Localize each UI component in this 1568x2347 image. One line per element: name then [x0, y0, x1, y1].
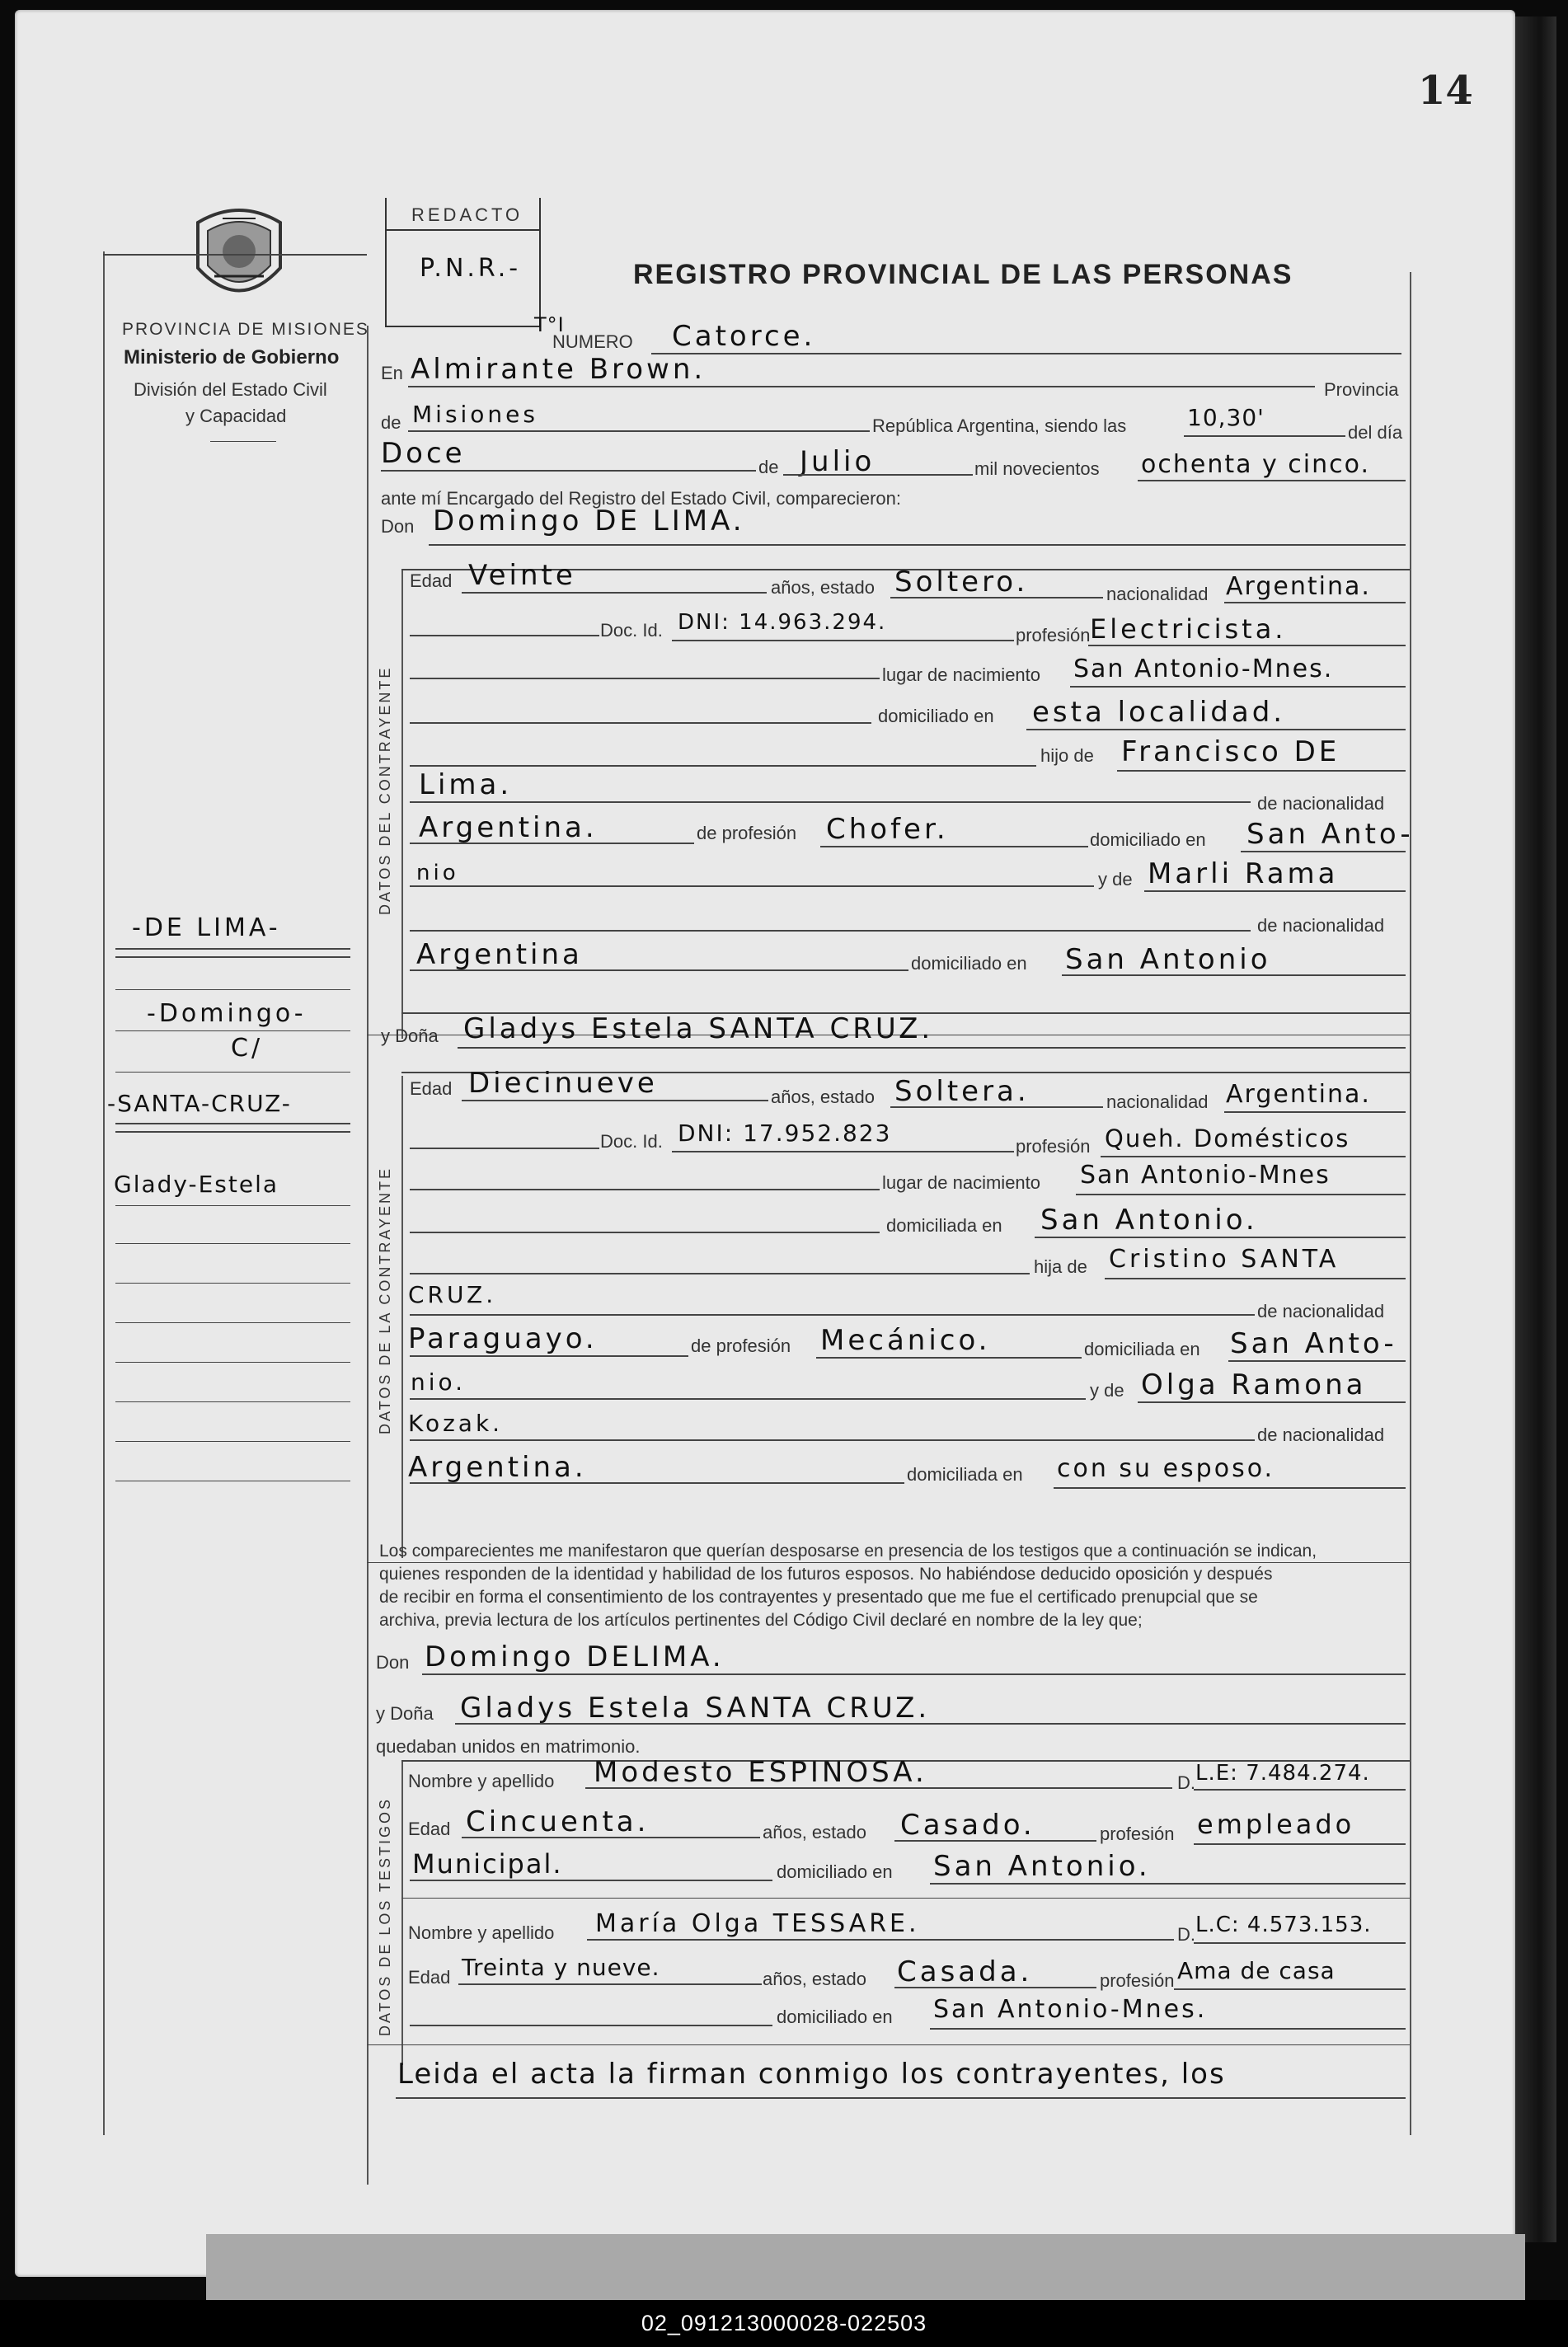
groom-padre-nac-label: de nacionalidad	[1257, 793, 1385, 814]
groom-padre-2: Lima.	[419, 768, 513, 801]
province-name: PROVINCIA DE MISIONES	[122, 320, 369, 339]
registry-title: REGISTRO PROVINCIAL DE LAS PERSONAS	[633, 259, 1293, 290]
bride-padre-prof-label: de profesión	[691, 1335, 791, 1356]
groom-nac-value: Argentina.	[1226, 572, 1371, 601]
de-mid-label: de	[758, 457, 779, 477]
groom-padre-1: Francisco DE	[1121, 735, 1340, 768]
dia-value: Doce	[381, 437, 466, 470]
groom-dom-value: esta localidad.	[1032, 696, 1286, 729]
ante-mi-text: ante mí Encargado del Registro del Estado Civil, comparecieron:	[381, 488, 901, 509]
w2-prof-value: Ama de casa	[1177, 1957, 1336, 1984]
bride-hija-label: hija de	[1034, 1256, 1087, 1277]
groom-hijo-label: hijo de	[1040, 745, 1094, 766]
anio-value: ochenta y cinco.	[1141, 450, 1371, 479]
book-binding	[1515, 16, 1556, 2242]
w1-dom-value: San Antonio.	[933, 1850, 1151, 1883]
groom-estado-value: Soltero.	[894, 566, 1029, 598]
groom-y-de-label: y de	[1098, 869, 1133, 890]
page-number: 14	[1418, 68, 1473, 114]
union-dona-value: Gladys Estela SANTA CRUZ.	[460, 1692, 931, 1725]
bride-padre-nac-label: de nacionalidad	[1257, 1301, 1385, 1321]
groom-doc-value: DNI: 14.963.294.	[678, 610, 887, 635]
groom-madre-dom-label: domiciliado en	[911, 953, 1027, 974]
groom-dom-label: domiciliado en	[878, 706, 994, 726]
de-label: de	[381, 412, 401, 433]
consent-paragraph-1: Los comparecientes me manifestaron que querían desposarse en presencia de los testigos que a continuación se indican,	[379, 1542, 1317, 1561]
margin-surname-1: -DE LIMA-	[132, 913, 281, 942]
w1-edad-value: Cincuenta.	[466, 1805, 650, 1838]
margin-name-1: -Domingo-	[147, 999, 307, 1028]
bride-dom-value: San Antonio.	[1040, 1204, 1258, 1237]
hora-value: 10,30'	[1187, 404, 1265, 431]
bride-dom-label: domiciliada en	[886, 1215, 1002, 1236]
groom-doc-label: Doc. Id.	[600, 620, 663, 641]
groom-edad-value: Veinte	[468, 559, 576, 592]
bride-padre-1: Cristino SANTA	[1109, 1245, 1340, 1274]
w1-estado-value: Casado.	[900, 1809, 1035, 1842]
closing-text: Leida el acta la firman conmigo los contrayentes, los	[397, 2058, 1226, 2091]
groom-nac-label: nacionalidad	[1106, 584, 1209, 604]
w2-nombre-value: María Olga TESSARE.	[595, 1909, 920, 1938]
mil-nov-label: mil novecientos	[974, 458, 1100, 479]
groom-padre-prof: Chofer.	[826, 813, 949, 846]
groom-madre-nac-label: de nacionalidad	[1257, 915, 1385, 936]
division-line-2: y Capacidad	[185, 406, 287, 426]
w2-dom-label: domiciliado en	[777, 2007, 893, 2027]
w1-doc-label: D.	[1177, 1772, 1195, 1793]
provincia-label: Provincia	[1324, 379, 1399, 400]
bride-padre-nac: Paraguayo.	[408, 1322, 598, 1355]
don-value: Domingo DE LIMA.	[433, 505, 745, 537]
bride-madre-dom: con su esposo.	[1057, 1454, 1275, 1483]
w2-nombre-label: Nombre y apellido	[408, 1922, 555, 1943]
bride-madre-nac-label: de nacionalidad	[1257, 1425, 1385, 1445]
groom-padre-dom-label: domiciliado en	[1090, 829, 1206, 850]
consent-paragraph-4: archiva, previa lectura de los artículos pertinentes del Código Civil declaré en nombre de la ley que;	[379, 1611, 1143, 1630]
numero-value: Catorce.	[672, 320, 816, 353]
bride-doc-label: Doc. Id.	[600, 1131, 663, 1152]
division-line-1: División del Estado Civil	[134, 379, 327, 400]
bride-nac-value: Argentina.	[1226, 1080, 1371, 1109]
numero-label: NUMERO	[552, 331, 633, 352]
tomo-mark: T°I	[534, 313, 565, 336]
bride-madre-2: Kozak.	[408, 1410, 504, 1437]
datos-contrayente-label: DATOS DEL CONTRAYENTE	[377, 665, 393, 915]
w2-doc-label: D.	[1177, 1924, 1195, 1945]
w1-estado-label: años, estado	[763, 1822, 866, 1842]
scanner-bed	[206, 2234, 1525, 2304]
margin-name-2: Glady-Estela	[114, 1171, 279, 1198]
ministry-name: Ministerio de Gobierno	[124, 346, 340, 368]
bride-madre-dom-label: domiciliada en	[907, 1464, 1023, 1485]
w1-nombre-label: Nombre y apellido	[408, 1771, 555, 1791]
redacto-box	[385, 198, 541, 327]
margin-conj: C/	[231, 1034, 264, 1063]
w2-edad-value: Treinta y nueve.	[462, 1954, 660, 1981]
w2-prof-label: profesión	[1100, 1970, 1175, 1991]
y-dona-label: y Doña	[381, 1026, 439, 1046]
groom-lugar-label: lugar de nacimiento	[882, 664, 1041, 685]
groom-madre-nac: Argentina	[416, 938, 583, 971]
datos-testigos-label: DATOS DE LOS TESTIGOS	[377, 1796, 393, 2036]
provincia-value: Misiones	[412, 401, 538, 428]
del-dia-label: del día	[1348, 422, 1403, 443]
bride-padre-2: CRUZ.	[408, 1281, 497, 1308]
bride-prof-value: Queh. Domésticos	[1105, 1124, 1350, 1152]
bride-lugar-label: lugar de nacimiento	[882, 1172, 1041, 1193]
bride-y-de-label: y de	[1090, 1380, 1124, 1401]
consent-paragraph-2: quienes responden de la identidad y habilidad de los futuros esposos. No habiéndose deducido oposición y después	[379, 1565, 1273, 1584]
bride-padre-dom-1: San Anto-	[1230, 1327, 1397, 1360]
bride-name-value: Gladys Estela SANTA CRUZ.	[463, 1012, 934, 1045]
republica-label: República Argentina, siendo las	[872, 415, 1127, 436]
margin-surname-2: -SANTA-CRUZ-	[107, 1090, 292, 1117]
bride-lugar-value: San Antonio-Mnes	[1080, 1161, 1331, 1190]
bride-madre-1: Olga Ramona	[1141, 1368, 1367, 1401]
groom-lugar-value: San Antonio-Mnes.	[1073, 655, 1334, 683]
w2-edad-label: Edad	[408, 1967, 451, 1988]
w1-prof-value: empleado	[1197, 1809, 1355, 1840]
don-label: Don	[381, 516, 415, 537]
union-don-label: Don	[376, 1652, 410, 1673]
w2-dom-value: San Antonio-Mnes.	[933, 1995, 1208, 2024]
bride-edad-value: Diecinueve	[468, 1067, 658, 1100]
union-don-value: Domingo DELIMA.	[425, 1641, 725, 1673]
bride-padre-dom-label: domiciliada en	[1084, 1339, 1200, 1359]
groom-padre-prof-label: de profesión	[697, 823, 797, 843]
w1-edad-label: Edad	[408, 1819, 451, 1839]
groom-padre-dom-1: San Anto-	[1246, 818, 1414, 851]
en-label: En	[381, 363, 403, 383]
mes-value: Julio	[800, 445, 876, 478]
groom-edad-label: Edad	[410, 570, 453, 591]
groom-madre-1: Marli Rama	[1148, 857, 1339, 890]
datos-la-contrayente-label: DATOS DE LA CONTRAYENTE	[377, 1166, 393, 1434]
w1-prof-value-2: Municipal.	[412, 1848, 563, 1880]
groom-madre-dom: San Antonio	[1065, 943, 1271, 976]
w1-prof-label: profesión	[1100, 1824, 1175, 1844]
groom-padre-nac: Argentina.	[419, 811, 598, 844]
bride-prof-label: profesión	[1016, 1136, 1091, 1157]
image-caption: 02_091213000028-022503	[0, 2300, 1568, 2347]
lugar-value: Almirante Brown.	[411, 353, 707, 386]
w1-dom-label: domiciliado en	[777, 1861, 893, 1882]
w2-doc-value: L.C: 4.573.153.	[1195, 1913, 1372, 1937]
w2-estado-value: Casada.	[897, 1955, 1033, 1988]
groom-padre-dom-2: nio	[416, 861, 459, 885]
bride-estado-label: años, estado	[771, 1087, 875, 1107]
bride-doc-value: DNI: 17.952.823	[678, 1120, 892, 1147]
w2-estado-label: años, estado	[763, 1969, 866, 1989]
bride-padre-dom-2: nio.	[411, 1368, 467, 1396]
redacto-value: P.N.R.-	[420, 254, 522, 283]
bride-edad-label: Edad	[410, 1078, 453, 1099]
redacto-label: REDACTO	[411, 204, 523, 225]
w1-nombre-value: Modesto ESPINOSA.	[594, 1756, 927, 1789]
groom-prof-label: profesión	[1016, 625, 1091, 645]
quedaban-text: quedaban unidos en matrimonio.	[376, 1736, 641, 1757]
provincial-seal-icon	[190, 198, 289, 313]
union-dona-label: y Doña	[376, 1703, 434, 1724]
bride-estado-value: Soltera.	[894, 1075, 1030, 1108]
groom-prof-value: Electricista.	[1090, 613, 1287, 645]
consent-paragraph-3: de recibir en forma el consentimiento de los contrayentes y presentado que me fue el certificado prenupcial que se	[379, 1588, 1258, 1607]
bride-madre-nac: Argentina.	[408, 1451, 587, 1484]
groom-estado-label: años, estado	[771, 577, 875, 598]
bride-padre-prof: Mecánico.	[820, 1324, 991, 1357]
w1-doc-value: L.E: 7.484.274.	[1195, 1761, 1370, 1786]
bride-nac-label: nacionalidad	[1106, 1091, 1209, 1112]
